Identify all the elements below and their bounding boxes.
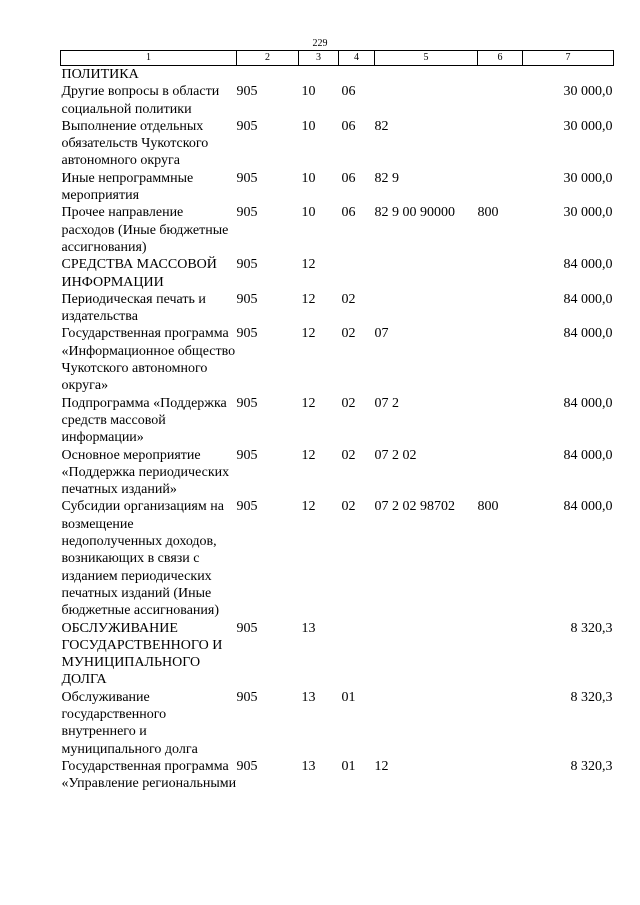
amount-cell [523, 66, 614, 84]
section-cell: 10 [301, 118, 316, 134]
admin-code-cell: 905 [236, 170, 258, 186]
col-header-4: 4 [339, 51, 375, 66]
admin-code-cell: 905 [236, 326, 258, 342]
expense-type-cell: 800 [477, 499, 499, 515]
target-article-cell: 12 [374, 758, 389, 774]
subsection-cell: 06 [341, 84, 356, 100]
admin-code-cell [237, 66, 299, 84]
expense-type-cell [478, 620, 523, 689]
row-name-cell: Прочее направление расходов (Иные бюджетные ассигнования) [61, 205, 229, 255]
row-name-cell: Государственная программа «Управление региональными [61, 758, 237, 792]
row-name-cell: Государственная программа «Информационное общество Чукотского автономного округа» [61, 326, 236, 394]
header-row [61, 51, 614, 66]
table-row [61, 447, 614, 499]
row-name-cell: Выполнение отдельных обязательств Чукотского автономного округа [61, 118, 209, 169]
col-header-7: 7 [523, 51, 614, 66]
budget-table [60, 50, 614, 792]
table-row [61, 170, 614, 205]
section-cell: 12 [301, 257, 316, 273]
amount-cell: 8 320,3 [570, 758, 613, 774]
amount-cell: 84 000,0 [563, 291, 613, 307]
expense-type-cell [478, 170, 523, 205]
table-row [61, 689, 614, 758]
expense-type-cell: 800 [477, 205, 499, 221]
amount-cell: 8 320,3 [570, 689, 613, 705]
target-article-cell [375, 291, 478, 326]
target-article-cell: 07 [374, 326, 389, 342]
subsection-cell: 02 [341, 291, 356, 307]
row-name-cell: ОБСЛУЖИВАНИЕ ГОСУДАРСТВЕННОГО И МУНИЦИПАЛЬНОГО ДОЛГА [61, 620, 223, 688]
amount-cell: 84 000,0 [563, 326, 613, 342]
expense-type-cell [478, 256, 523, 291]
amount-cell: 84 000,0 [563, 499, 613, 515]
subsection-cell: 01 [341, 758, 356, 774]
section-cell: 12 [301, 395, 316, 411]
table-row [61, 256, 614, 291]
col-header-5: 5 [375, 51, 478, 66]
subsection-cell [339, 620, 375, 689]
admin-code-cell: 905 [236, 499, 258, 515]
table-row [61, 204, 614, 256]
table-row [61, 66, 614, 84]
target-article-cell [375, 83, 478, 118]
table-row [61, 498, 614, 619]
amount-cell: 84 000,0 [563, 447, 613, 463]
target-article-cell: 07 2 [374, 395, 399, 411]
row-name-cell: ПОЛИТИКА [61, 67, 139, 82]
col-header-3: 3 [299, 51, 339, 66]
expense-type-cell [478, 291, 523, 326]
expense-type-cell [478, 325, 523, 394]
row-name-cell: СРЕДСТВА МАССОВОЙ ИНФОРМАЦИИ [61, 257, 217, 290]
table-row [61, 83, 614, 118]
admin-code-cell: 905 [236, 118, 258, 134]
section-cell: 13 [301, 689, 316, 705]
col-header-2: 2 [237, 51, 299, 66]
target-article-cell [375, 689, 478, 758]
admin-code-cell: 905 [236, 447, 258, 463]
section-cell: 12 [301, 291, 316, 307]
subsection-cell [339, 66, 375, 84]
section-cell: 12 [301, 326, 316, 342]
subsection-cell: 01 [341, 689, 356, 705]
amount-cell: 8 320,3 [570, 620, 613, 636]
amount-cell: 30 000,0 [563, 170, 613, 186]
table-row [61, 758, 614, 793]
target-article-cell [375, 256, 478, 291]
col-header-6: 6 [478, 51, 523, 66]
section-cell: 10 [301, 205, 316, 221]
target-article-cell [375, 66, 478, 84]
target-article-cell [375, 620, 478, 689]
expense-type-cell [478, 83, 523, 118]
admin-code-cell: 905 [236, 84, 258, 100]
admin-code-cell: 905 [236, 291, 258, 307]
target-article-cell: 07 2 02 98702 [374, 499, 455, 515]
row-name-cell: Подпрограмма «Поддержка средств массовой информации» [61, 395, 227, 446]
col-header-1: 1 [61, 51, 237, 66]
subsection-cell: 02 [341, 447, 356, 463]
table-row [61, 325, 614, 394]
target-article-cell: 82 9 [374, 170, 399, 186]
expense-type-cell [478, 758, 523, 793]
subsection-cell: 06 [341, 170, 356, 186]
section-cell: 13 [301, 620, 316, 636]
admin-code-cell: 905 [236, 257, 258, 273]
expense-type-cell [478, 66, 523, 84]
subsection-cell: 06 [341, 205, 356, 221]
row-name-cell: Обслуживание государственного внутреннего и муниципального долга [61, 689, 198, 757]
section-cell: 10 [301, 84, 316, 100]
row-name-cell: Субсидии организациям на возмещение недополученных доходов, возникающих в связи с изданием периодических печатных изданий (Иные бюджетные ассигнования) [61, 499, 224, 619]
table-row [61, 395, 614, 447]
admin-code-cell: 905 [236, 689, 258, 705]
section-cell [299, 66, 339, 84]
expense-type-cell [478, 689, 523, 758]
expense-type-cell [478, 395, 523, 447]
target-article-cell: 07 2 02 [374, 447, 417, 463]
section-cell: 10 [301, 170, 316, 186]
section-cell: 12 [301, 499, 316, 515]
table-row [61, 620, 614, 689]
admin-code-cell: 905 [236, 205, 258, 221]
table-row [61, 118, 614, 170]
amount-cell: 84 000,0 [563, 395, 613, 411]
row-name-cell: Основное мероприятие «Поддержка периодических печатных изданий» [61, 447, 230, 498]
section-cell: 12 [301, 447, 316, 463]
expense-type-cell [478, 118, 523, 170]
amount-cell: 30 000,0 [563, 118, 613, 134]
target-article-cell: 82 [374, 118, 389, 134]
admin-code-cell: 905 [236, 395, 258, 411]
admin-code-cell: 905 [236, 758, 258, 774]
expense-type-cell [478, 447, 523, 499]
subsection-cell: 06 [341, 118, 356, 134]
subsection-cell [339, 256, 375, 291]
page-number: 229 [312, 38, 328, 49]
amount-cell: 30 000,0 [563, 84, 613, 100]
row-name-cell: Периодическая печать и издательства [61, 291, 206, 325]
row-name-cell: Иные непрограммные мероприятия [61, 170, 194, 204]
target-article-cell: 82 9 00 90000 [374, 205, 455, 221]
amount-cell: 84 000,0 [563, 257, 613, 273]
section-cell: 13 [301, 758, 316, 774]
subsection-cell: 02 [341, 499, 356, 515]
row-name-cell: Другие вопросы в области социальной политики [61, 84, 220, 117]
table-row [61, 291, 614, 326]
admin-code-cell: 905 [236, 620, 258, 636]
subsection-cell: 02 [341, 395, 356, 411]
amount-cell: 30 000,0 [563, 205, 613, 221]
subsection-cell: 02 [341, 326, 356, 342]
